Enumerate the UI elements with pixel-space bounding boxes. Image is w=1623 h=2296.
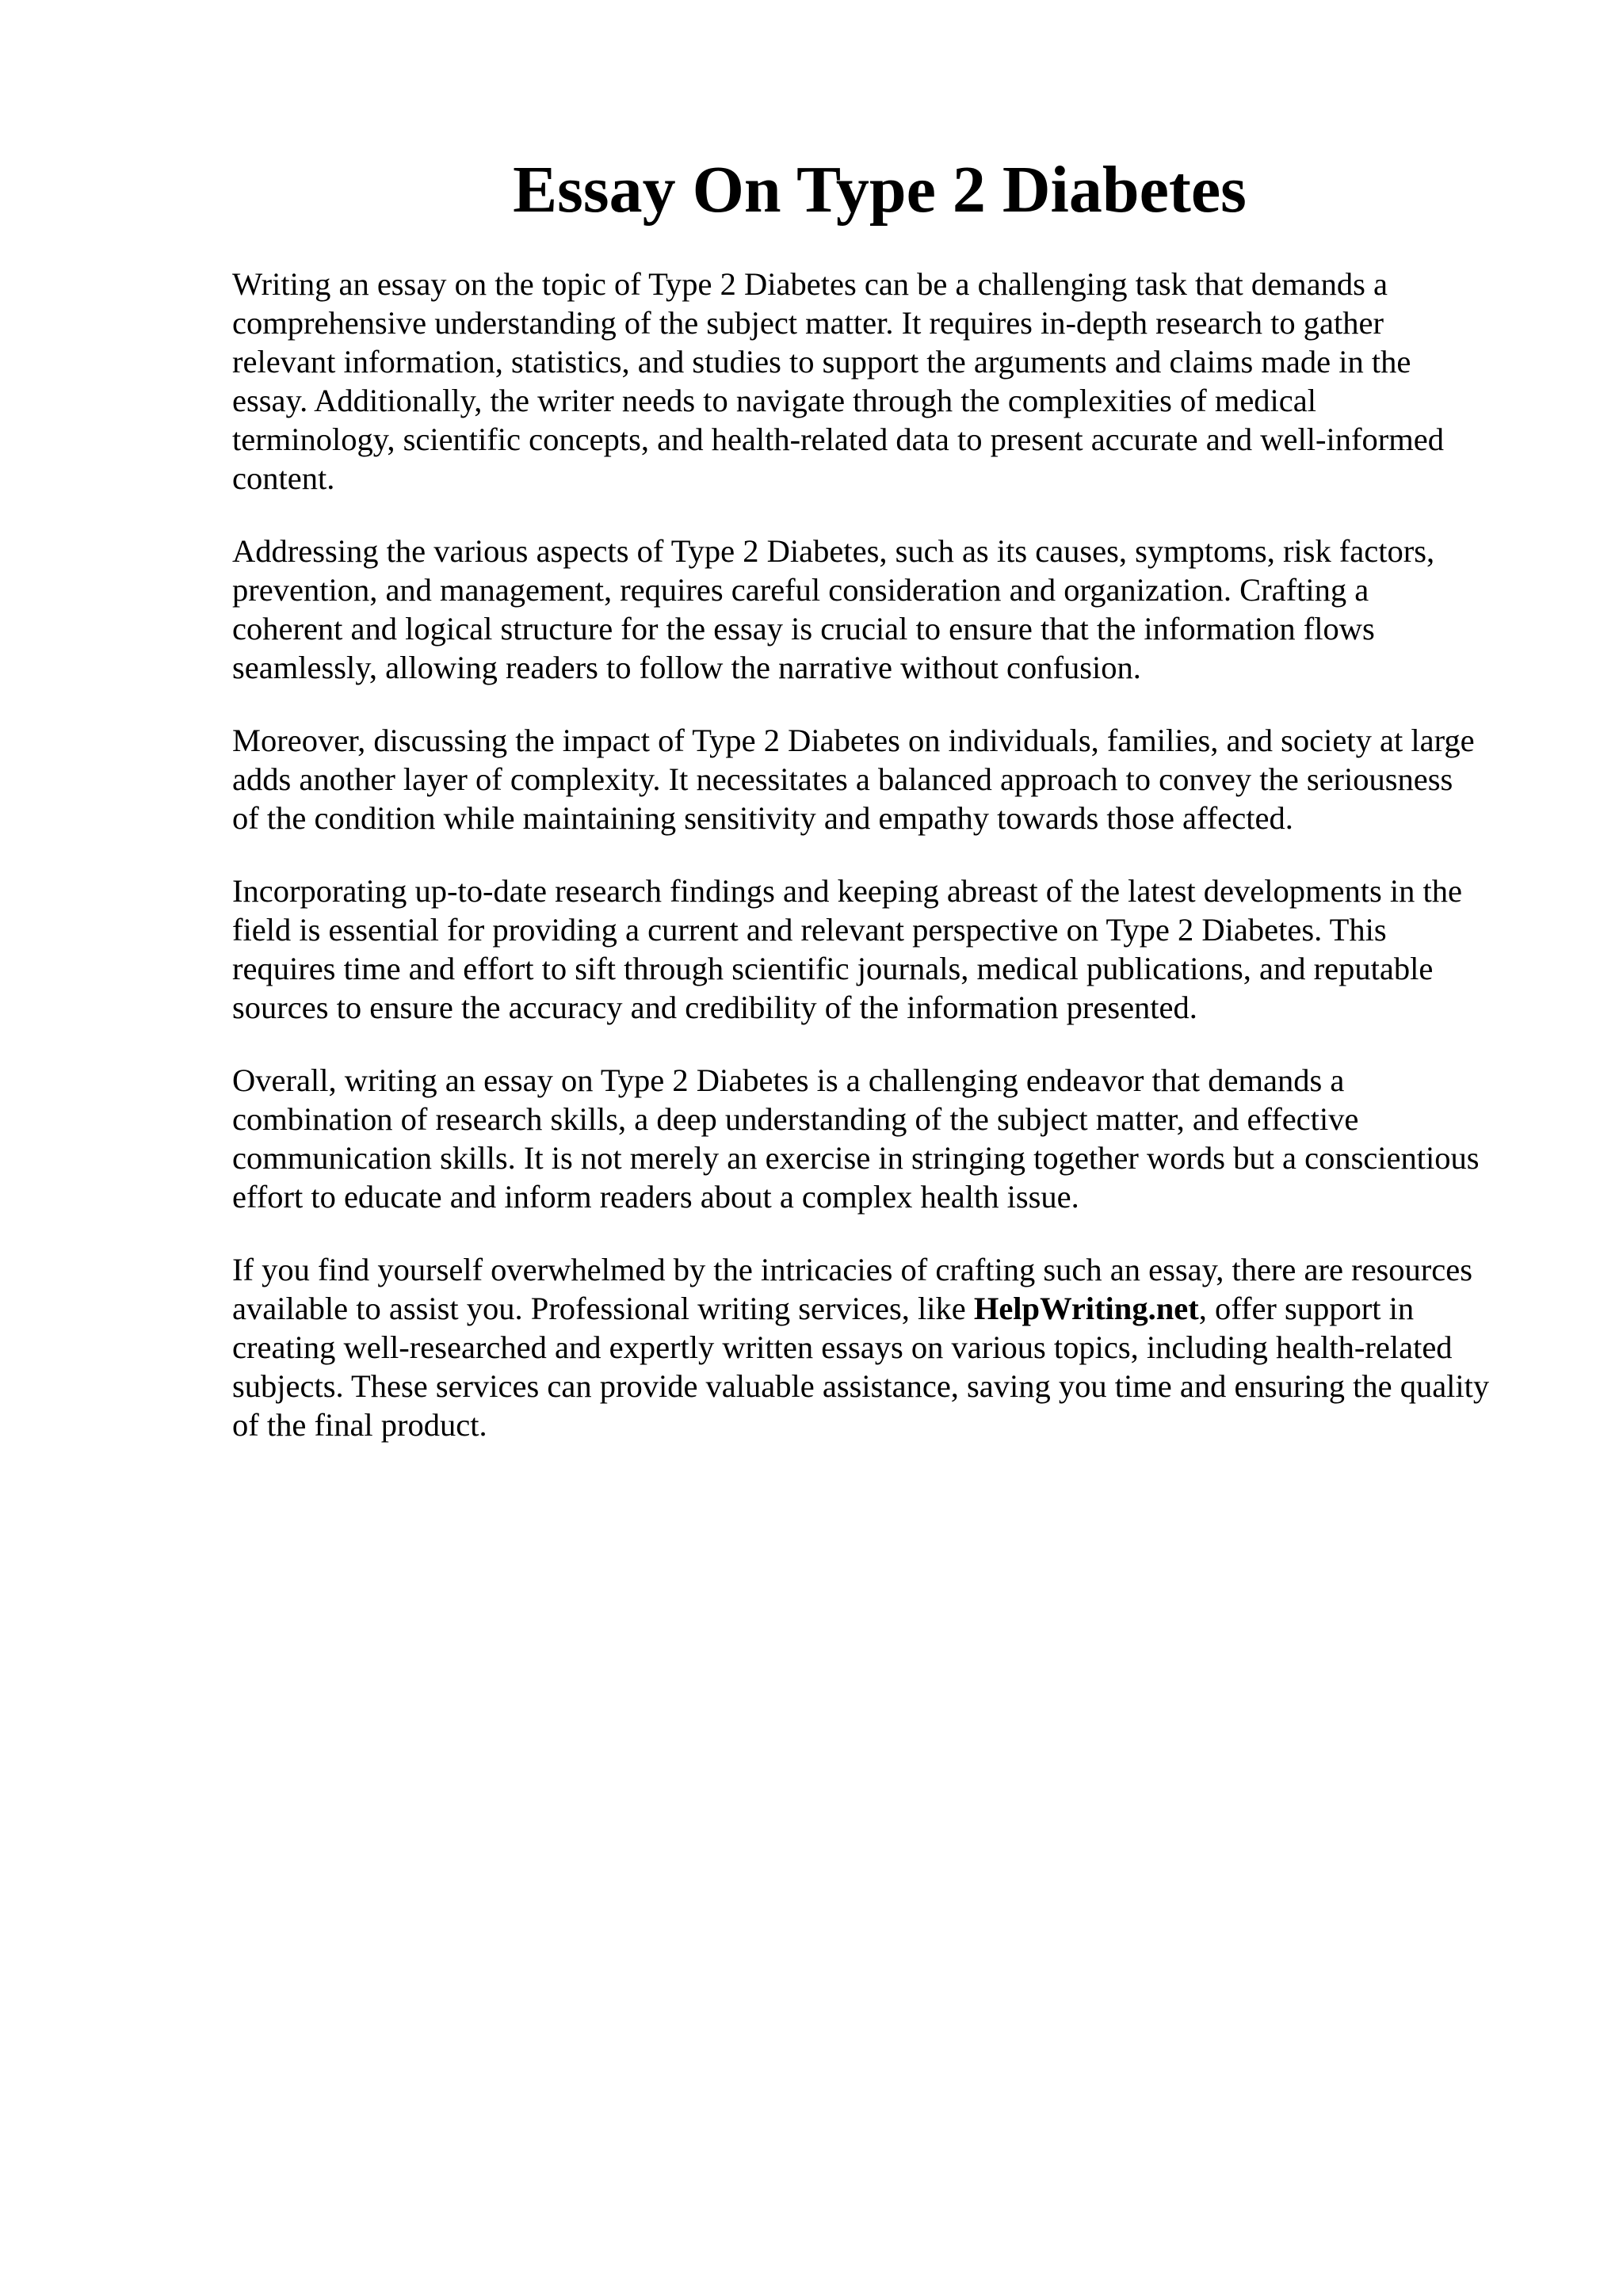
paragraph-5: Overall, writing an essay on Type 2 Diabetes is a challenging endeavor that demands a combination of research skills, a deep understanding of the subject matter, and effective communication skills. It is not merely an exercise in stringing together words but a conscientious effort to educate and inform readers about a complex health issue. bbox=[232, 1062, 1480, 1215]
closing-text-before: If you find yourself overwhelmed by the intricacies of crafting such an essay, there are resources available to assist you. Professional writing services, like bbox=[232, 1252, 1473, 1326]
page-title: Essay On Type 2 Diabetes bbox=[513, 153, 1247, 227]
paragraph-6 bbox=[232, 1250, 1540, 1444]
closing-text-after: , offer support in creating well-researched and expertly written essays on various topics, including health-related subjects. These services can provide valuable assistance, saving you time and ensuring the quality of the final product. bbox=[232, 1291, 1490, 1443]
paragraph-4: Incorporating up-to-date research findings and keeping abreast of the latest developments in the field is essential for providing a current and relevant perspective on Type 2 Diabetes. This requires time and effort to sift through scientific journals, medical publications, and reputable sources to ensure the accuracy and credibility of the information presented. bbox=[232, 873, 1462, 1025]
paragraph-1: Writing an essay on the topic of Type 2 Diabetes can be a challenging task that demands a comprehensive understanding of the subject matter. It requires in-depth research to gather relevant information, statistics, and studies to support the arguments and claims made in the essay. Additionally, the writer needs to navigate through the complexities of medical terminology, scientific concepts, and health-related data to present accurate and well-informed content. bbox=[232, 266, 1444, 496]
essay-body bbox=[232, 265, 1540, 1478]
paragraph-2: Addressing the various aspects of Type 2 Diabetes, such as its causes, symptoms, risk factors, prevention, and management, requires careful consideration and organization. Crafting a coherent and logical structure for the essay is crucial to ensure that the information flows seamlessly, allowing readers to follow the narrative without confusion. bbox=[232, 533, 1435, 685]
paragraph-3: Moreover, discussing the impact of Type 2 Diabetes on individuals, families, and society at large adds another layer of complexity. It necessitates a balanced approach to convey the seriousness of the condition while maintaining sensitivity and empathy towards those affected. bbox=[232, 723, 1475, 836]
brand-link[interactable]: HelpWriting.net bbox=[973, 1291, 1199, 1326]
